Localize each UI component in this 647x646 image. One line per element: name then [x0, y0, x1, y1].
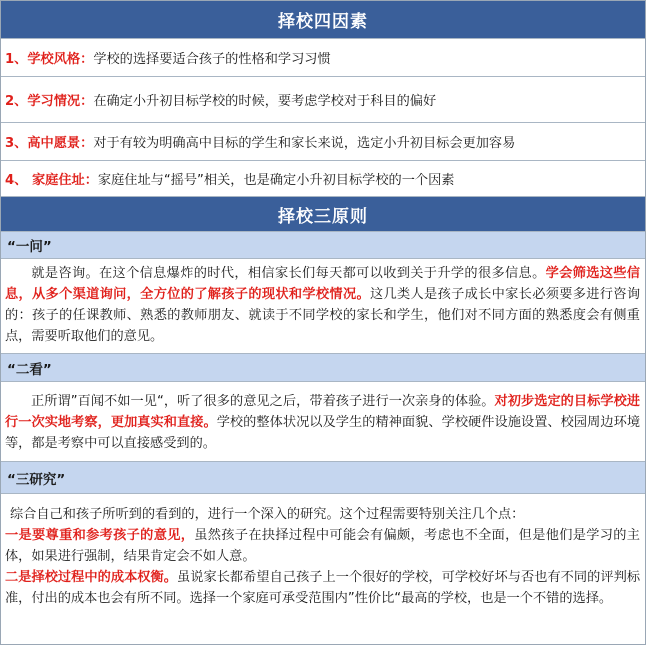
principle-text: 正所谓”百闻不如一见“，听了很多的意见之后，带着孩子进行一次亲身的体验。 — [31, 394, 495, 409]
factor-label: 2、学习情况： — [5, 94, 94, 109]
principle-body-look — [1, 382, 645, 462]
section-title-text: 择校四因素 — [278, 12, 368, 32]
factor-label: 3、高中愿景： — [5, 136, 94, 151]
principle-point1-text: 虽然孩子在抉择过程中可能会有偏颇，考虑也不全面，但是他们是学习的主体，如果进行强制，结果肯定会不如人意。 — [5, 528, 640, 564]
factor-row-home-address — [1, 161, 645, 197]
principle-text-tail: 这几类人是孩子成长中家长必须要多进行咨询的：孩子的任课教师、熟悉的教师朋友、就读于不同学校的家长和学生，他们对不同方面的熟悉度会有侧重点，需要听取他们的意见。 — [5, 287, 641, 344]
factor-text: 在确定小升初目标学校的时候，要考虑学校对于科目的偏好 — [93, 94, 437, 109]
section-title-three-principles — [1, 197, 645, 232]
principle-emphasis: 学会筛选这些信息，从多个渠道询问，全方位的了解孩子的现状和学校情况。 — [5, 266, 640, 302]
factor-text: 对于有较为明确高中目标的学生和家长来说，选定小升初目标会更加容易 — [93, 136, 516, 151]
factor-row-school-style — [1, 39, 645, 77]
principle-heading-text: “一问” — [7, 239, 52, 255]
factor-label: 1、学校风格： — [5, 52, 94, 67]
principle-body-ask — [1, 259, 645, 354]
principle-body-research — [1, 494, 645, 645]
principle-heading-research — [1, 462, 645, 494]
principle-point2-emphasis: 二是择校过程中的成本权衡。 — [5, 570, 177, 585]
principle-point2-text: 虽说家长都希望自己孩子上一个很好的学校，可学校好坏与否也有不同的评判标准，付出的成本也会有所不同。选择一个家庭可承受范围内”性价比“最高的学校，也是一个不错的选择。 — [5, 570, 641, 606]
principle-heading-ask — [1, 232, 645, 259]
principle-text-tail: 学校的整体状况以及学生的精神面貌、学校硬件设施设置、校园周边环境等，都是考察中可以直接感受到的。 — [5, 415, 641, 451]
principle-heading-text: “三研究” — [7, 471, 66, 488]
principle-heading-look — [1, 354, 645, 382]
section-title-text: 择校三原则 — [278, 206, 368, 227]
principle-text: 就是咨询。在这个信息爆炸的时代，相信家长们每天都可以收到关于升学的很多信息。 — [31, 266, 546, 281]
factor-row-high-school-vision — [1, 123, 645, 161]
factor-row-study-status — [1, 77, 645, 123]
factor-text: 学校的选择要适合孩子的性格和学习习惯 — [93, 52, 331, 67]
factor-label: 4、 家庭住址： — [5, 173, 98, 188]
principle-heading-text: “二看” — [7, 361, 52, 378]
section-title-four-factors — [1, 1, 645, 39]
factor-text: 家庭住址与“摇号”相关，也是确定小升初目标学校的一个因素 — [97, 173, 455, 188]
principle-point1-emphasis: 一是要尊重和参考孩子的意见， — [5, 528, 195, 543]
principle-emphasis: 对初步选定的目标学校进行一次实地考察，更加真实和直接。 — [5, 394, 640, 430]
principle-intro: 综合自己和孩子所听到的看到的，进行一个深入的研究。这个过程需要特别关注几个点： — [10, 507, 525, 522]
